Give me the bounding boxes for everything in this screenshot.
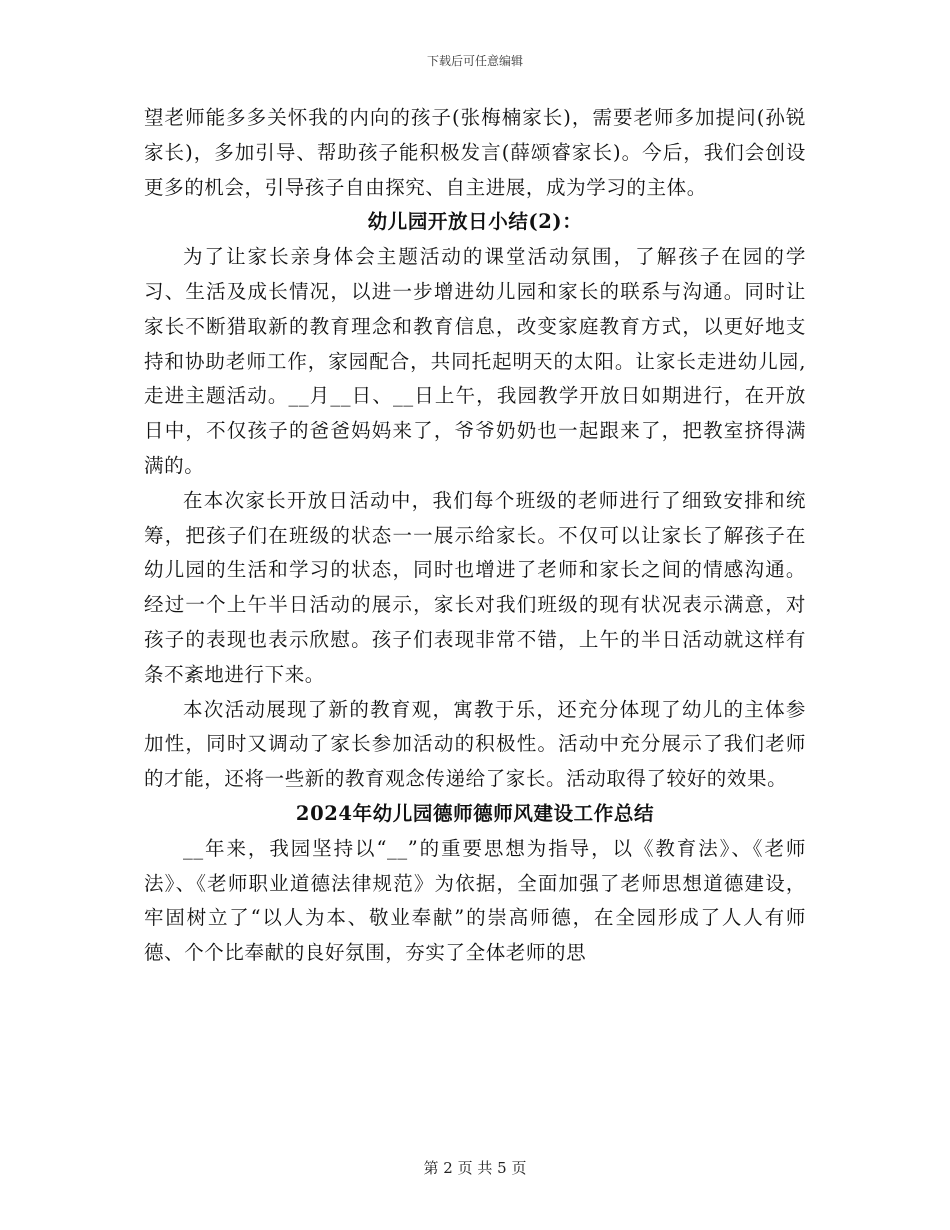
paragraph-continued: 望老师能多多关怀我的内向的孩子(张梅楠家长)，需要老师多加提问(孙锐家长)，多加引导、帮助孩子能积极发言(薛颂睿家长)。今后，我们会创设更多的机会，引导孩子自由探究、自主进展，成为学习的主体。	[144, 106, 806, 199]
paragraph-open-day-activity: 在本次家长开放日活动中，我们每个班级的老师进行了细致安排和统筹，把孩子们在班级的状态一一展示给家长。不仅可以让家长了解孩子在幼儿园的生活和学习的状态，同时也增进了老师和家长之间的情感沟通。经过一个上午半日活动的展示，家长对我们班级的现有状况表示满意，对孩子的表现也表示欣慰。孩子们表现非常不错，上午的半日活动就这样有条不紊地进行下来。	[144, 488, 806, 686]
page-number-footer: 第 2 页 共 5 页	[423, 1159, 527, 1177]
paragraph-open-day-result: 本次活动展现了新的教育观，寓教于乐，还充分体现了幼儿的主体参加性，同时又调动了家长参加活动的积极性。活动中充分展示了我们老师的才能，还将一些新的教育观念传递给了家长。活动取得了较好的效果。	[144, 697, 806, 791]
section-title-ethics-summary: 2024年幼儿园德师德师风建设工作总结	[295, 801, 655, 825]
paragraph-open-day-intro: 为了让家长亲身体会主题活动的课堂活动氛围，了解孩子在园的学习、生活及成长情况，以进一步增进幼儿园和家长的联系与沟通。同时让家长不断猎取新的教育理念和教育信息，改变家庭教育方式，以更好地支持和协助老师工作，家园配合，共同托起明天的太阳。让家长走进幼儿园,走进主题活动。__月__日、__日上午，我园教学开放日如期进行，在开放日中，不仅孩子的爸爸妈妈来了，爷爷奶奶也一起跟来了，把教室挤得满满的。	[144, 245, 806, 477]
page-header-note: 下载后可任意编辑	[426, 54, 523, 68]
paragraph-ethics-intro: __年来，我园坚持以“__”的重要思想为指导，以《教育法》、《老师法》、《老师职业道德法律规范》为依据，全面加强了老师思想道德建设，牢固树立了“以人为本、敬业奉献”的崇高师德，在全园形成了人人有师德、个个比奉献的良好氛围，夯实了全体老师的思	[144, 836, 806, 965]
section-title-open-day-summary: 幼儿园开放日小结(2)：	[367, 210, 583, 234]
document-body	[144, 101, 806, 971]
